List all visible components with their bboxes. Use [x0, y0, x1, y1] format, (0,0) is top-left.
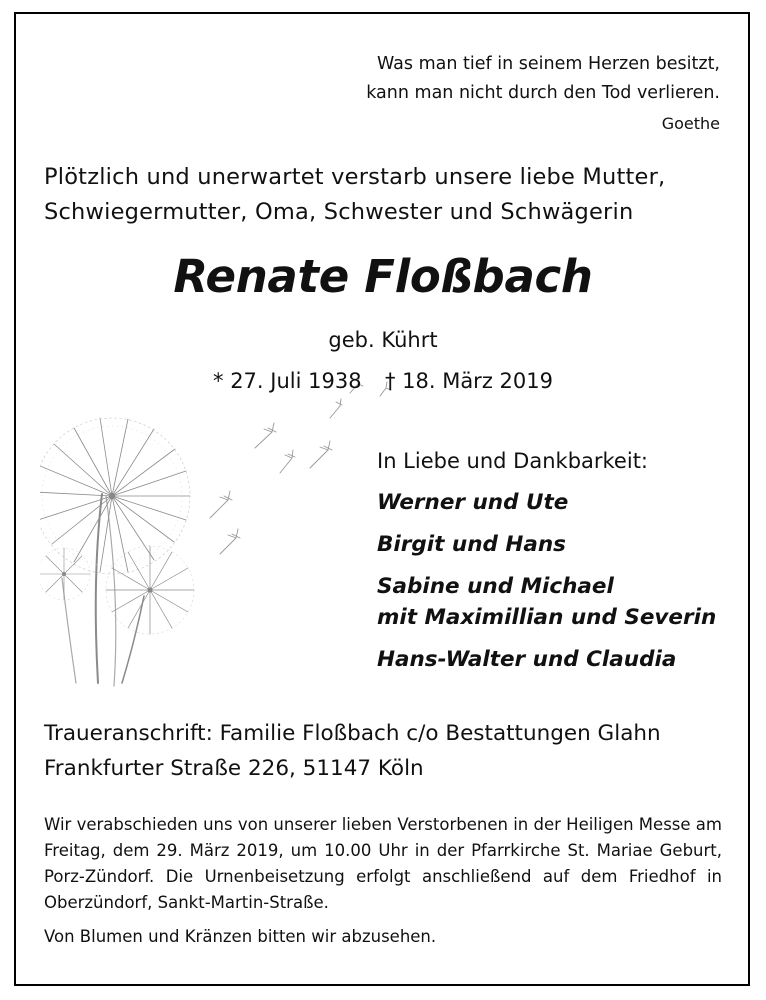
quote-line-1: Was man tief in seinem Herzen besitzt, — [376, 54, 720, 74]
quote-author: Goethe — [661, 114, 720, 133]
intro-text — [44, 160, 665, 230]
mourner-2: Birgit und Hans — [377, 532, 566, 557]
cross-icon: † — [384, 369, 396, 393]
mourner-3: Sabine und Michael — [377, 574, 614, 599]
address-line-1: Traueranschrift: Familie Floßbach c/o Bestattungen Glahn — [44, 721, 661, 746]
service-paragraph: Wir verabschieden uns von unserer lieben Verstorbenen in der Heiligen Messe am Freitag, dem 29. März 2019, um 10.00 Uhr in der Pfarrkirche St. Mariae Geburt, Porz-Zündorf. Die Urnenbeisetzung erfolgt anschließend auf dem Friedhof in Oberzündorf, Sankt-Martin-Straße. — [44, 815, 722, 912]
mourner-3-children: mit Maximillian und Severin — [377, 605, 717, 630]
death-date: 18. März 2019 — [402, 369, 553, 393]
goethe-quote — [366, 50, 720, 108]
flowers-note: Von Blumen und Kränzen bitten wir abzusehen. — [44, 927, 437, 946]
mourning-address — [44, 716, 661, 786]
dandelion-illustration-icon — [40, 378, 400, 688]
birth-date: * 27. Juli 1938 — [213, 369, 362, 393]
address-line-2: Frankfurter Straße 226, 51147 Köln — [44, 756, 424, 781]
intro-line-2: Schwiegermutter, Oma, Schwester und Schwägerin — [44, 199, 634, 225]
quote-line-2: kann man nicht durch den Tod verlieren. — [366, 83, 720, 103]
service-text — [44, 812, 722, 950]
life-dates — [0, 369, 766, 393]
mourners-heading: In Liebe und Dankbarkeit: — [377, 449, 649, 473]
mourner-1: Werner und Ute — [377, 490, 569, 515]
birth-name: geb. Kührt — [328, 328, 438, 352]
intro-line-1: Plötzlich und unerwartet verstarb unsere liebe Mutter, — [44, 164, 666, 190]
mourner-4: Hans-Walter und Claudia — [377, 647, 677, 672]
deceased-name: Renate Floßbach — [173, 250, 593, 303]
